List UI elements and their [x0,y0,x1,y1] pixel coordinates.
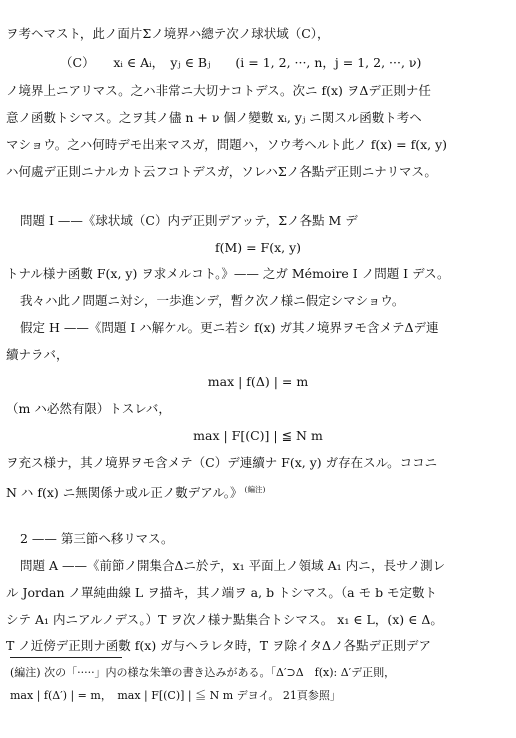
text-line: 我々ハ此ノ問題ニ対シ，一歩進ンデ，暫ク次ノ様ニ假定シマショウ。 [20,293,405,308]
text-line: ル Jordan ノ單純曲線 L ヲ描キ，其ノ端ヲ a, b トシマス。（a モ b モ定數ト [6,585,438,600]
text-line: シテ A₁ 内ニアルノデス。）T ヲ次ノ様ナ點集合トシマス。 x₁ ∈ L，(x) ∈ Δ。 [6,612,443,627]
formula-max-f: max | f(Δ) | = m [207,374,309,389]
text-line: ヲ充ス様ナ，其ノ境界ヲモ含メテ（C）デ連續ナ F(x, y) ガ存在スル。ココニ [6,455,438,470]
text-line: ヲ考ヘマスト，此ノ面片Σノ境界ハ總テ次ノ球状域（C）， [6,26,330,41]
formula-max-F: max | F[(C)] | ≦ N m [193,428,323,443]
text-line-content: N ハ f(x) ニ無関係ナ或ル正ノ數デアル。》 [6,485,243,500]
formula-f-equals-F: f(M) = F(x, y) [214,240,302,255]
footnote-marker: (編注) [244,485,266,494]
text-line [6,482,265,501]
text-line: 續ナラバ， [6,347,69,362]
text-line: マショウ。之ハ何時デモ出来マスガ，問題ハ，ソウ考ヘルト此ノ f(x) = f(x, y) [6,137,448,152]
text-line: 意ノ函數トシマス。之ヲ其ノ儘 n + ν 個ノ變數 xᵢ, yⱼ ニ関スル函數ト考ヘ [6,110,422,125]
footnote-line: max | f(Δ′) | = m， max | F[(C)] | ≦ N m デヨイ。 21頁参照」 [10,689,341,702]
section-2-heading: 2 —— 第三節ヘ移リマス。 [20,531,174,546]
problem-a-heading: 問題 A ——《前節ノ開集合Δニ於テ，x₁ 平面上ノ領域 A₁ 内ニ，長サノ測レ [20,558,446,573]
region-definition-formula: （C） xᵢ ∈ Aᵢ， yⱼ ∈ Bⱼ (i = 1, 2, ···, n，j = 1, 2, ···, ν) [60,55,422,70]
hypothesis-h-heading: 假定 H ——《問題 I ハ解ケル。更ニ若シ f(x) ガ其ノ境界ヲモ含メテΔデ連 [20,320,439,335]
text-line: （m ハ必然有限）トスレバ， [6,401,171,416]
text-line: トナル様ナ函數 F(x, y) ヲ求メルコト。》—— 之ガ Mémoire I ノ問題 I デス。 [6,266,450,281]
problem-1-heading: 問題 I ——《球状域（C）内デ正則デアッテ，Σノ各點 M デ [20,213,358,228]
footnote-line: (編注) 次の「·····」内の様な朱筆の書き込みがある。「Δ′⊃Δ f(x): Δ′デ正則， [10,666,396,679]
text-line: ハ何處デ正則ニナルカト云フコトデスガ，ソレハΣノ各點デ正則ニナリマス。 [6,164,437,179]
footnote-divider [10,657,122,658]
text-line: ノ境界上ニアリマス。之ハ非常ニ大切ナコトデス。次ニ f(x) ヲΔデ正則ナ任 [6,83,431,98]
text-line: T ノ近傍デ正則ナ函數 f(x) ガ与ヘラレタ時，T ヲ除イタΔノ各點デ正則デア [6,638,432,653]
